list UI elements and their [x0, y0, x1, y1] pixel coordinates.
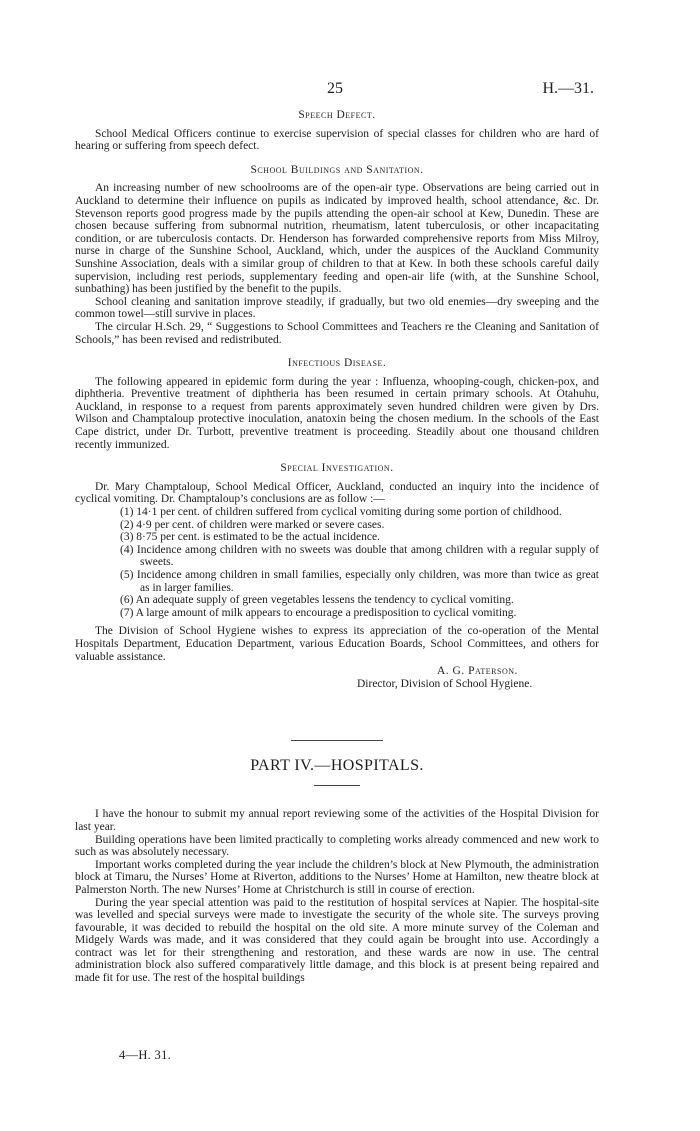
- report-body: [75, 104, 599, 985]
- signatory-title: Director, Division of School Hygiene.: [357, 677, 533, 690]
- paragraph-investigation-intro: Dr. Mary Champtaloup, School Medical Officer, Auckland, conducted an inquiry into the incidence of cyclical vomiting. Dr. Champtaloup’s conclusions are as follow :—: [75, 480, 599, 506]
- paragraph-hospitals-2: Building operations have been limited practically to completing works already commenced and new work to such as was absolutely necessary.: [75, 833, 599, 859]
- conclusions-list: [75, 506, 599, 619]
- paragraph-infectious-1: The following appeared in epidemic form during the year : Influenza, whooping-cough, chicken-pox, and diphtheria. Preventive treatment of diphtheria has been resumed in certain primary schools. At Otahuhu, Auckland, in response to a request from parents approximately seven hundred children were given by Drs. Wilson and Champtaloup protective inoculation, anatoxin being the chosen medium. In the schools of the East Cape district, under Dr. Turbott, preventive treatment is proceeding. Steadily about one thousand children recently immunized.: [75, 375, 599, 451]
- heading-speech-defect: Speech Defect.: [298, 109, 376, 121]
- signature-mark: 4—H. 31.: [119, 1048, 172, 1062]
- paragraph-hospitals-4: During the year special attention was paid to the restitution of hospital services at Napier. The hospital-site was levelled and special surveys were made to investigate the security of the whole site. The surveys proving favourable, it was decided to rebuild the hospital on the old site. A more minute survey of the Coleman and Midgely Wards was made, and it was considered that they could again be brought into use. Accordingly a contract was let for their strengthening and restoration, and these wards are now in use. The central administration block also suffered comparatively little damage, and this block is at present being repaired and made fit for use. The rest of the hospital buildings: [75, 896, 599, 985]
- title-underline: [314, 785, 360, 786]
- paragraph-investigation-closing: The Division of School Hygiene wishes to express its appreciation of the co-operation of the Mental Hospitals Department, Education Department, various Education Boards, School Committees, and others for valuable assistance.: [75, 625, 599, 663]
- report-code: H.—31.: [542, 80, 594, 97]
- list-item: (2) 4·9 per cent. of children were marked or severe cases.: [120, 518, 385, 531]
- list-item: (3) 8·75 per cent. is estimated to be the actual incidence.: [120, 531, 380, 544]
- list-item: (4) Incidence among children with no sweets was double that among children with a regular supply of sweets.: [120, 543, 599, 569]
- list-item: (6) An adequate supply of green vegetables lessens the tendency to cyclical vomiting.: [120, 594, 514, 607]
- paragraph-buildings-1: An increasing number of new schoolrooms are of the open-air type. Observations are being carried out in Auckland to determine their influence on pupils as indicated by improved health, school attendance, &c. Dr. Stevenson reports good progress made by the pupils attending the open-air school at Kew, Dunedin. These are chosen because suffering from subnormal nutrition, rheumatism, latent tuberculosis, or other incapacitating condition, or are tuberculosis contacts. Dr. Henderson has forwarded comprehensive reports from Miss Milroy, nurse in charge of the Sunshine School, Auckland, which, under the auspices of the Auckland Community Sunshine Association, deals with a similar group of children to that at Kew. In both these schools careful daily supervision, including rest periods, supplementary feeding and open-air life (with, at the Sunshine School, sunbathing) has been justified by the benefit to the pupils.: [75, 182, 599, 296]
- part-title: PART IV.—HOSPITALS.: [250, 757, 424, 775]
- heading-infectious-disease: Infectious Disease.: [287, 357, 387, 370]
- heading-school-buildings: School Buildings and Sanitation.: [250, 163, 424, 176]
- signatory-name: A. G. Paterson.: [437, 665, 518, 678]
- paragraph-speech-1: School Medical Officers continue to exercise supervision of special classes for children who are hard of hearing or suffering from speech defect.: [75, 127, 599, 153]
- section-divider: [291, 740, 383, 741]
- list-item: (7) A large amount of milk appears to encourage a predisposition to cyclical vomiting.: [120, 606, 517, 619]
- paragraph-hospitals-1: I have the honour to submit my annual report reviewing some of the activities of the Hospital Division for last year.: [75, 808, 599, 833]
- paragraph-buildings-3: The circular H.Sch. 29, “ Suggestions to School Committees and Teachers re the Cleaning and Sanitation of Schools,” has been revised and redistributed.: [75, 320, 599, 346]
- signature-block: [75, 665, 599, 690]
- list-item: (1) 14·1 per cent. of children suffered from cyclical vomiting during some portion of childhood.: [120, 506, 562, 519]
- paragraph-hospitals-3: Important works completed during the year include the children’s block at New Plymouth, the administration block at Timaru, the Nurses’ Home at Riverton, additions to the Nurses’ Home at Hamilton, new theatre block at Palmerston North. The new Nurses’ Home at Christchurch is still in course of erection.: [75, 858, 599, 896]
- page-number: 25: [327, 80, 343, 97]
- paragraph-buildings-2: School cleaning and sanitation improve steadily, if gradually, but two old enemies—dry sweeping and the common towel—still survive in places.: [75, 295, 599, 321]
- page-header: [0, 80, 700, 100]
- list-item: (5) Incidence among children in small families, especially only children, was more than twice as great as in larger families.: [120, 569, 599, 594]
- heading-special-investigation: Special Investigation.: [280, 462, 394, 475]
